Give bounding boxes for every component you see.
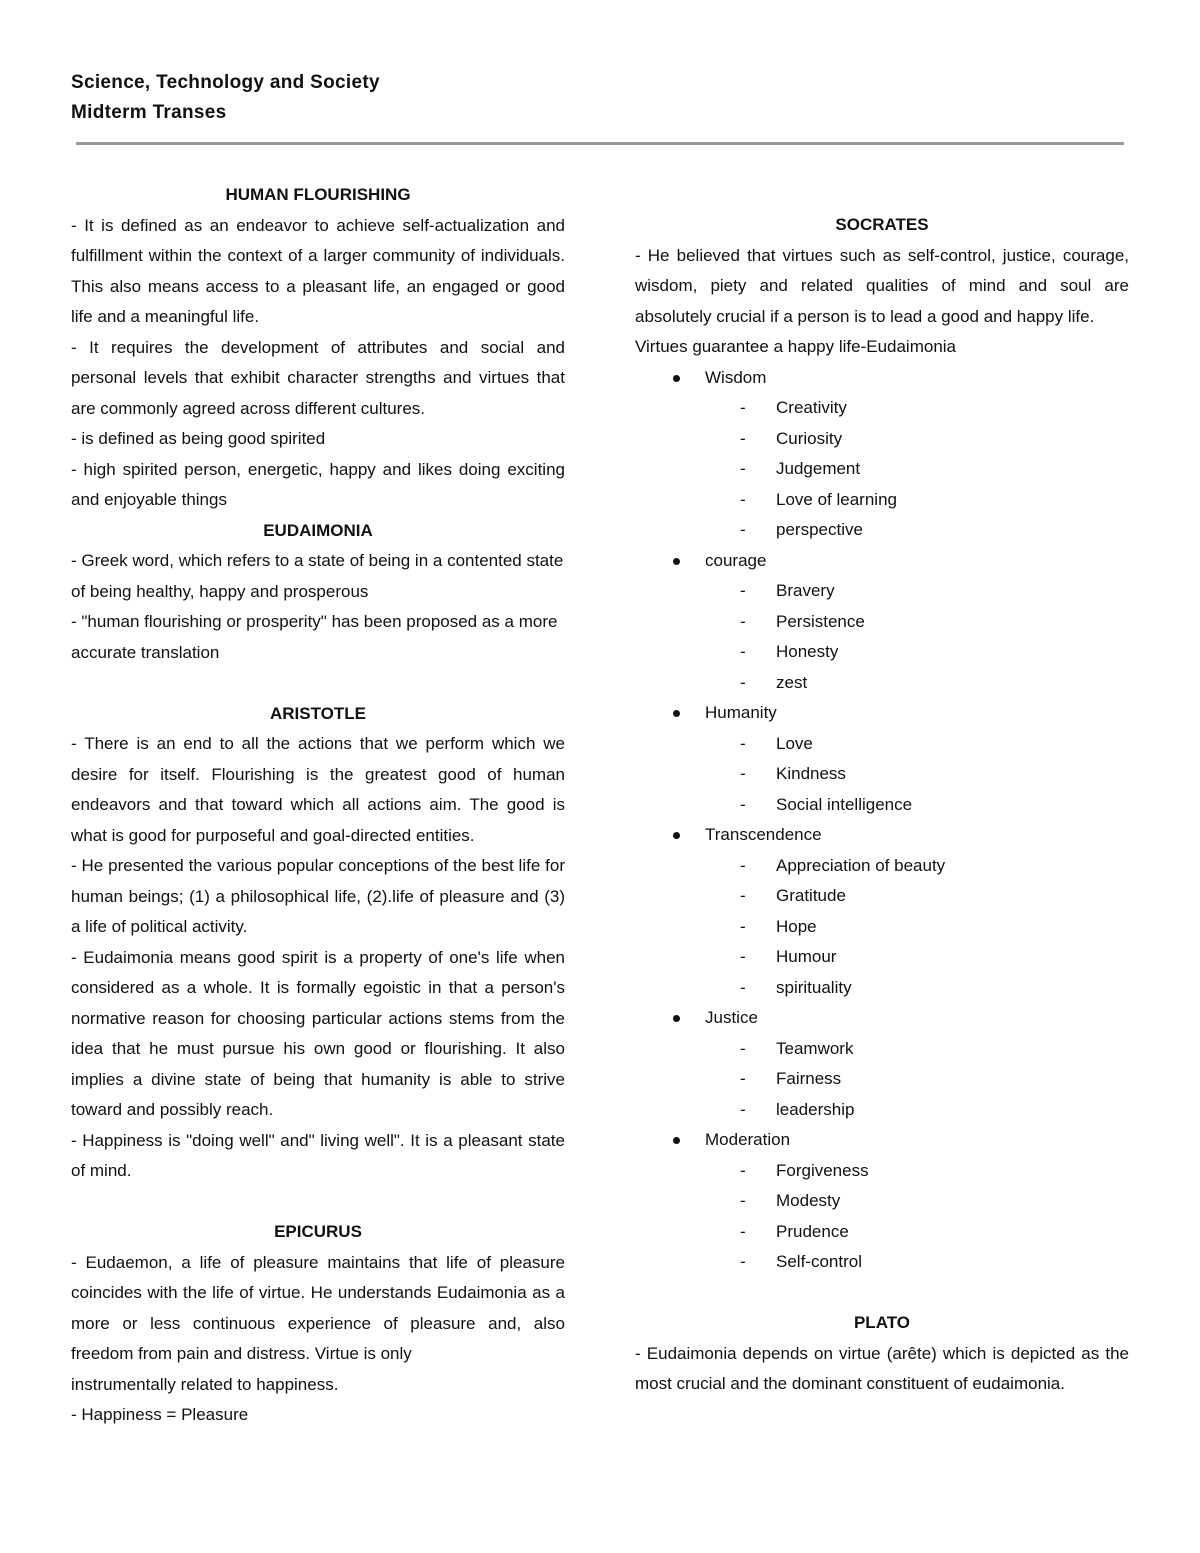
section-title-epicurus: EPICURUS — [274, 1222, 362, 1241]
section-title-socrates: SOCRATES — [835, 215, 929, 234]
paragraph: - He presented the various popular conceptions of the best life for human beings; (1) a philosophical life, (2).life of pleasure and (3) a life of political activity. — [71, 856, 565, 936]
virtue-name: Wisdom — [705, 367, 767, 387]
strength-item: - Kindness — [705, 759, 1129, 790]
virtue-list — [635, 363, 1129, 1278]
paragraph: - Happiness = Pleasure — [71, 1405, 249, 1424]
virtue-name: Humanity — [705, 703, 777, 722]
paragraph: - Greek word, which refers to a state of being in a contented state of being healthy, happy and prosperous — [71, 551, 564, 601]
strength-item: - perspective — [705, 515, 1129, 546]
strength-item: - Teamwork — [705, 1034, 1129, 1065]
paragraph: instrumentally related to happiness. — [71, 1374, 339, 1394]
paragraph: - "human flourishing or prosperity" has been proposed as a more accurate translation — [71, 612, 558, 662]
strength-item: - Appreciation of beauty — [705, 851, 1129, 882]
virtue-strengths — [705, 1034, 1129, 1126]
strength-item: - Bravery — [705, 576, 1129, 607]
strength-item: - Forgiveness — [705, 1156, 1129, 1187]
paragraph: - Eudaimonia depends on virtue (arête) which is depicted as the most crucial and the dominant constituent of eudaimonia. — [635, 1343, 1129, 1393]
virtue-name: courage — [705, 550, 767, 570]
paragraph: - Happiness is "doing well" and" living well". It is a pleasant state of mind. — [71, 1130, 565, 1180]
virtue-name: Justice — [705, 1008, 758, 1027]
strength-item: - Judgement — [705, 454, 1129, 485]
virtue-strengths — [705, 1156, 1129, 1278]
virtue-strengths — [705, 393, 1129, 546]
paragraph: - It requires the development of attributes and social and personal levels that exhibit character strengths and virtues that are commonly agreed across different cultures. — [71, 337, 565, 418]
virtue-item — [635, 1003, 1129, 1125]
strength-item: - Hope — [705, 912, 1129, 943]
strength-item: - Gratitude — [705, 881, 1129, 912]
strength-item: - Prudence — [705, 1217, 1129, 1248]
virtue-item — [635, 363, 1129, 546]
left-column — [71, 180, 565, 1431]
section-title-aristotle: ARISTOTLE — [269, 703, 367, 723]
header-divider — [76, 142, 1124, 145]
paragraph: - He believed that virtues such as self-control, justice, courage, wisdom, piety and related qualities of mind and soul are absolutely crucial if a person is to lead a good and happy life. — [635, 245, 1129, 326]
virtue-name: Transcendence — [705, 825, 822, 844]
section-title-eudaimonia: EUDAIMONIA — [263, 520, 373, 540]
virtues-lead: Virtues guarantee a happy life-Eudaimonia — [635, 337, 957, 356]
paragraph: - Eudaemon, a life of pleasure maintains that life of pleasure coincides with the life of virtue. He understands Eudaimonia as a more or less continuous experience of pleasure and, also freedom from pain and distress. Virtue is only — [71, 1252, 565, 1363]
virtue-strengths — [705, 851, 1129, 1004]
virtue-strengths — [705, 729, 1129, 821]
document-header — [71, 68, 380, 128]
paragraph: - It is defined as an endeavor to achieve self-actualization and fulfillment within the context of a larger community of individuals. This also means access to a pleasant life, an engaged or good life and a meaningful life. — [71, 215, 565, 326]
right-column — [635, 210, 1129, 1400]
virtue-item — [635, 1125, 1129, 1278]
document-subtitle: Midterm Transes — [71, 102, 227, 123]
section-title-human-flourishing: HUMAN FLOURISHING — [225, 185, 411, 204]
strength-item: - Creativity — [705, 393, 1129, 424]
virtue-item — [635, 546, 1129, 699]
strength-item: - Love of learning — [705, 485, 1129, 516]
virtue-strengths — [705, 576, 1129, 698]
section-title-plato: PLATO — [853, 1313, 911, 1332]
paragraph: - high spirited person, energetic, happy and likes doing exciting and enjoyable things — [71, 459, 565, 509]
virtue-name: Moderation — [705, 1130, 791, 1149]
paragraph: - Eudaimonia means good spirit is a property of one's life when considered as a whole. It is formally egoistic in that a person's normative reason for choosing particular actions stems from the idea that he must pursue his own good or flourishing. It also implies a divine state of being that humanity is able to strive toward and possibly reach. — [71, 947, 565, 1119]
strength-item: - Humour — [705, 942, 1129, 973]
course-title: Science, Technology and Society — [71, 72, 380, 93]
strength-item: - Curiosity — [705, 424, 1129, 455]
strength-item: - zest — [705, 668, 1129, 699]
strength-item: - Honesty — [705, 637, 1129, 668]
strength-item: - Persistence — [705, 607, 1129, 638]
paragraph: - There is an end to all the actions that we perform which we desire for itself. Flourishing is the greatest good of human endeavors and that toward which all actions aim. The good is what is good for purposeful and goal-directed entities. — [71, 734, 565, 845]
virtue-item — [635, 820, 1129, 1003]
strength-item: - Fairness — [705, 1064, 1129, 1095]
paragraph: - is defined as being good spirited — [71, 429, 326, 448]
strength-item: - Modesty — [705, 1186, 1129, 1217]
strength-item: - Love — [705, 729, 1129, 760]
strength-item: - spirituality — [705, 973, 1129, 1004]
strength-item: - leadership — [705, 1095, 1129, 1126]
virtue-item — [635, 698, 1129, 820]
strength-item: - Self-control — [705, 1247, 1129, 1278]
strength-item: - Social intelligence — [705, 790, 1129, 821]
